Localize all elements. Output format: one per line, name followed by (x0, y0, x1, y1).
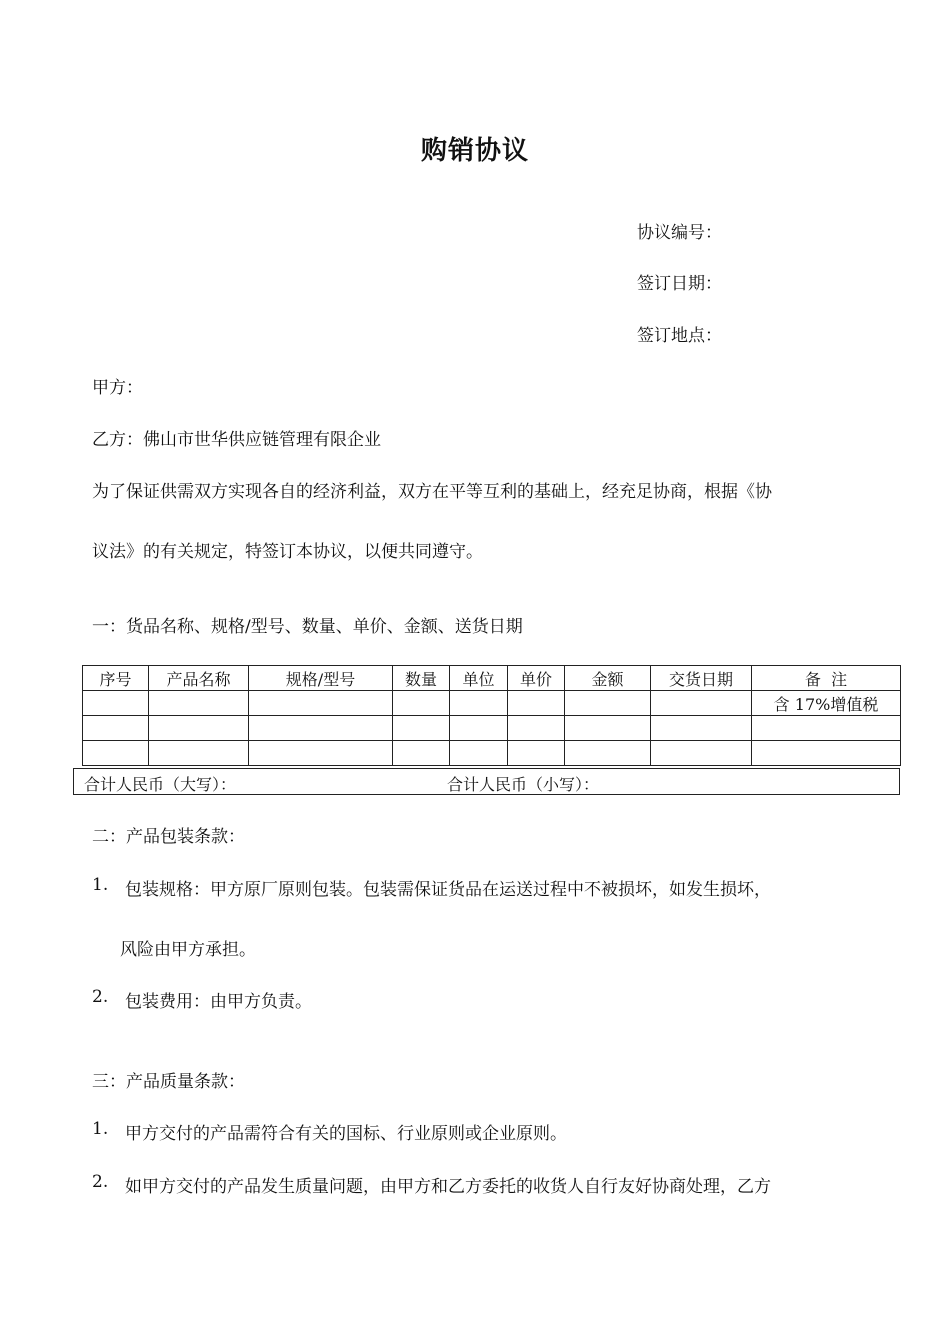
table-cell (393, 716, 450, 741)
intro-line-2: 议法》的有关规定，特签订本协议，以便共同遵守。 (92, 542, 483, 562)
section-2-item-1-line-1: 包装规格：甲方原厂原则包装。包装需保证货品在运送过程中不被损坏，如发生损坏， (125, 880, 771, 900)
table-cell (508, 716, 565, 741)
table-header-cell: 交货日期 (651, 666, 752, 691)
table-cell (83, 691, 149, 716)
table-cell (249, 741, 393, 766)
table-cell (149, 691, 249, 716)
table-header-cell: 单价 (508, 666, 565, 691)
table-cell (83, 716, 149, 741)
table-cell (752, 716, 901, 741)
goods-table (82, 665, 901, 766)
table-cell (651, 691, 752, 716)
party-b: 乙方：佛山市世华供应链管理有限企业 (92, 430, 381, 450)
table-header-cell: 序号 (83, 666, 149, 691)
table-cell (565, 691, 651, 716)
table-cell (565, 716, 651, 741)
section-3-item-2: 如甲方交付的产品发生质量问题，由甲方和乙方委托的收货人自行友好协商处理，乙方 (125, 1177, 771, 1197)
section-3-item-1: 甲方交付的产品需符合有关的国标、行业原则或企业原则。 (125, 1124, 567, 1144)
table-header-cell: 产品名称 (149, 666, 249, 691)
party-a: 甲方： (92, 378, 143, 398)
table-cell (565, 741, 651, 766)
table-cell (450, 741, 508, 766)
table-header-cell: 备 注 (752, 666, 901, 691)
table-header-cell: 金额 (565, 666, 651, 691)
table-cell (83, 741, 149, 766)
table-cell (149, 741, 249, 766)
document-title: 购销协议 (420, 136, 529, 166)
section-3-item-2-number: 2. (92, 1172, 109, 1192)
table-cell-note: 含 17%增值税 (752, 691, 901, 716)
table-cell (393, 741, 450, 766)
total-row (73, 768, 900, 795)
section-2-item-2-number: 2. (92, 987, 109, 1007)
table-cell (508, 741, 565, 766)
section-2-heading: 二：产品包装条款： (92, 827, 245, 847)
table-cell (249, 691, 393, 716)
table-cell (149, 716, 249, 741)
section-3-heading: 三：产品质量条款： (92, 1072, 245, 1092)
table-cell (450, 716, 508, 741)
section-2-item-1-line-2: 风险由甲方承担。 (120, 940, 256, 960)
total-lower-label: 合计人民币（小写）： (447, 775, 600, 794)
table-cell (249, 716, 393, 741)
table-row (83, 691, 901, 716)
total-upper-label: 合计人民币（大写）： (84, 775, 237, 794)
section-3-item-1-number: 1. (92, 1119, 109, 1139)
section-2-item-2: 包装费用：由甲方负责。 (125, 992, 312, 1012)
table-header-cell: 单位 (450, 666, 508, 691)
signing-place-label: 签订地点： (637, 326, 722, 346)
table-cell (508, 691, 565, 716)
agreement-number-label: 协议编号： (637, 223, 722, 243)
table-cell (393, 691, 450, 716)
table-cell (651, 716, 752, 741)
section-1-heading: 一：货品名称、规格/型号、数量、单价、金额、送货日期 (92, 617, 523, 637)
signing-date-label: 签订日期： (637, 274, 722, 294)
table-row (83, 741, 901, 766)
table-header-cell: 规格/型号 (249, 666, 393, 691)
table-cell (651, 741, 752, 766)
table-header-row (83, 666, 901, 691)
table-cell (752, 741, 901, 766)
section-2-item-1-number: 1. (92, 875, 109, 895)
table-cell (450, 691, 508, 716)
table-row (83, 716, 901, 741)
intro-line-1: 为了保证供需双方实现各自的经济利益，双方在平等互利的基础上，经充足协商，根据《协 (92, 482, 772, 502)
table-header-cell: 数量 (393, 666, 450, 691)
